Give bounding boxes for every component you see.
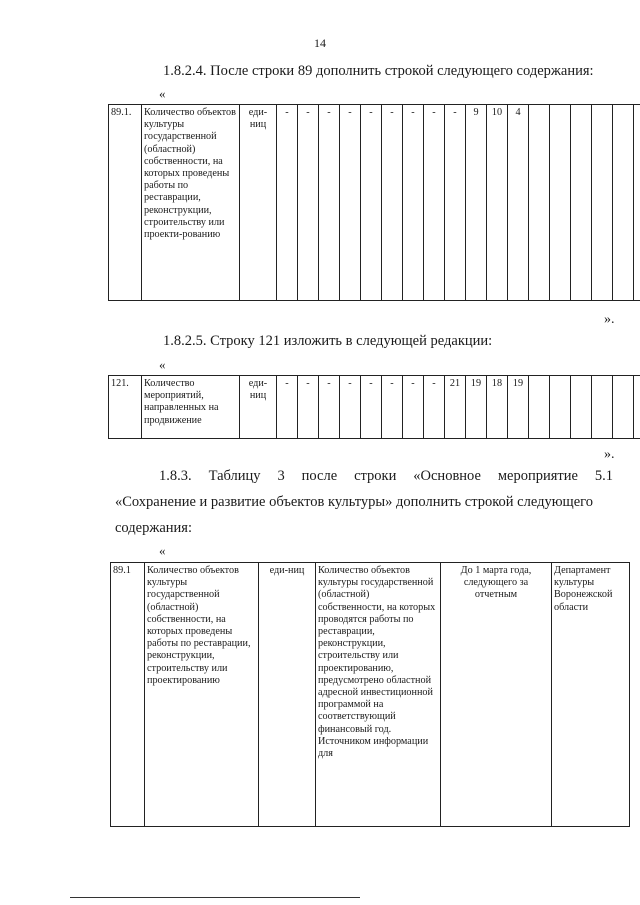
- page-number: 14: [314, 36, 326, 50]
- value-cell: [592, 376, 613, 439]
- row-number: 89.1: [111, 563, 145, 827]
- value-cell: [529, 105, 550, 301]
- section-3-line-2: «Сохранение и развитие объектов культуры» дополнить строкой следующего: [115, 494, 593, 510]
- value-cell: [634, 105, 640, 301]
- row-number: 89.1.: [109, 105, 142, 301]
- value-cell: -: [361, 376, 382, 439]
- row-number: 121.: [109, 376, 142, 439]
- value-cell: [529, 376, 550, 439]
- value-cell: -: [277, 376, 298, 439]
- value-cell: -: [382, 105, 403, 301]
- value-cell: -: [382, 376, 403, 439]
- value-cell: [571, 376, 592, 439]
- section-3-line-1: 1.8.3. Таблицу 3 после строки «Основное мероприятие 5.1: [159, 468, 613, 484]
- value-cell: [613, 376, 634, 439]
- value-cell: [592, 105, 613, 301]
- section-3-line-3: содержания:: [115, 520, 193, 536]
- value-cell: -: [361, 105, 382, 301]
- responsible-body: Департамент культуры Воронежской области: [552, 563, 630, 827]
- section-3-quote-open: «: [159, 543, 166, 558]
- value-cell: -: [319, 105, 340, 301]
- value-cell: -: [340, 105, 361, 301]
- section-1-quote-close: ».: [604, 312, 615, 327]
- reporting-deadline: До 1 марта года, следующего за отчетным: [441, 563, 552, 827]
- value-cell: -: [403, 376, 424, 439]
- section-3-table: [110, 562, 630, 827]
- section-2-quote-open: «: [159, 357, 166, 372]
- unit: еди-ниц: [240, 376, 277, 439]
- section-2-heading: 1.8.2.5. Строку 121 изложить в следующей редакции:: [163, 333, 493, 349]
- value-cell: -: [340, 376, 361, 439]
- indicator-name: Количество объектов культуры государственной (областной) собственности, на которых проведены работы по реставрации, реконструкции, строительству или проекти-рованию: [142, 105, 240, 301]
- section-2-quote-close: ».: [604, 447, 615, 462]
- indicator-name: Количество мероприятий, направленных на продвижение: [142, 376, 240, 439]
- section-1-heading: 1.8.2.4. После строки 89 дополнить строкой следующего содержания:: [163, 63, 594, 79]
- value-cell: -: [403, 105, 424, 301]
- section-1-quote-open: «: [159, 86, 166, 101]
- value-cell: -: [424, 105, 445, 301]
- value-cell: -: [424, 376, 445, 439]
- unit: еди-ниц: [240, 105, 277, 301]
- value-cell: [634, 376, 640, 439]
- indicator-definition: Количество объектов культуры государственной (областной) собственности, на которых проводятся работы по реставрации, реконструкции, строительству или проектированию, предусмотрено областной адресной инвестиционной программой на соответствующий финансовый год. Источником информации для: [316, 563, 441, 827]
- indicator-name: Количество объектов культуры государственной (областной) собственности, на которых проведены работы по реставрации, реконструкции, строительству или проектированию: [145, 563, 259, 827]
- value-cell: 9: [466, 105, 487, 301]
- value-cell: [550, 105, 571, 301]
- value-cell: 10: [487, 105, 508, 301]
- unit: еди-ниц: [259, 563, 316, 827]
- value-cell: -: [277, 105, 298, 301]
- value-cell: 21: [445, 376, 466, 439]
- value-cell: [550, 376, 571, 439]
- value-cell: -: [298, 105, 319, 301]
- section-2-table: [108, 375, 640, 439]
- value-cell: -: [298, 376, 319, 439]
- footer-divider: [70, 897, 360, 898]
- value-cell: [613, 105, 634, 301]
- value-cell: [571, 105, 592, 301]
- value-cell: -: [319, 376, 340, 439]
- value-cell: 18: [487, 376, 508, 439]
- value-cell: -: [445, 105, 466, 301]
- value-cell: 19: [508, 376, 529, 439]
- section-1-table: [108, 104, 640, 301]
- value-cell: 4: [508, 105, 529, 301]
- value-cell: 19: [466, 376, 487, 439]
